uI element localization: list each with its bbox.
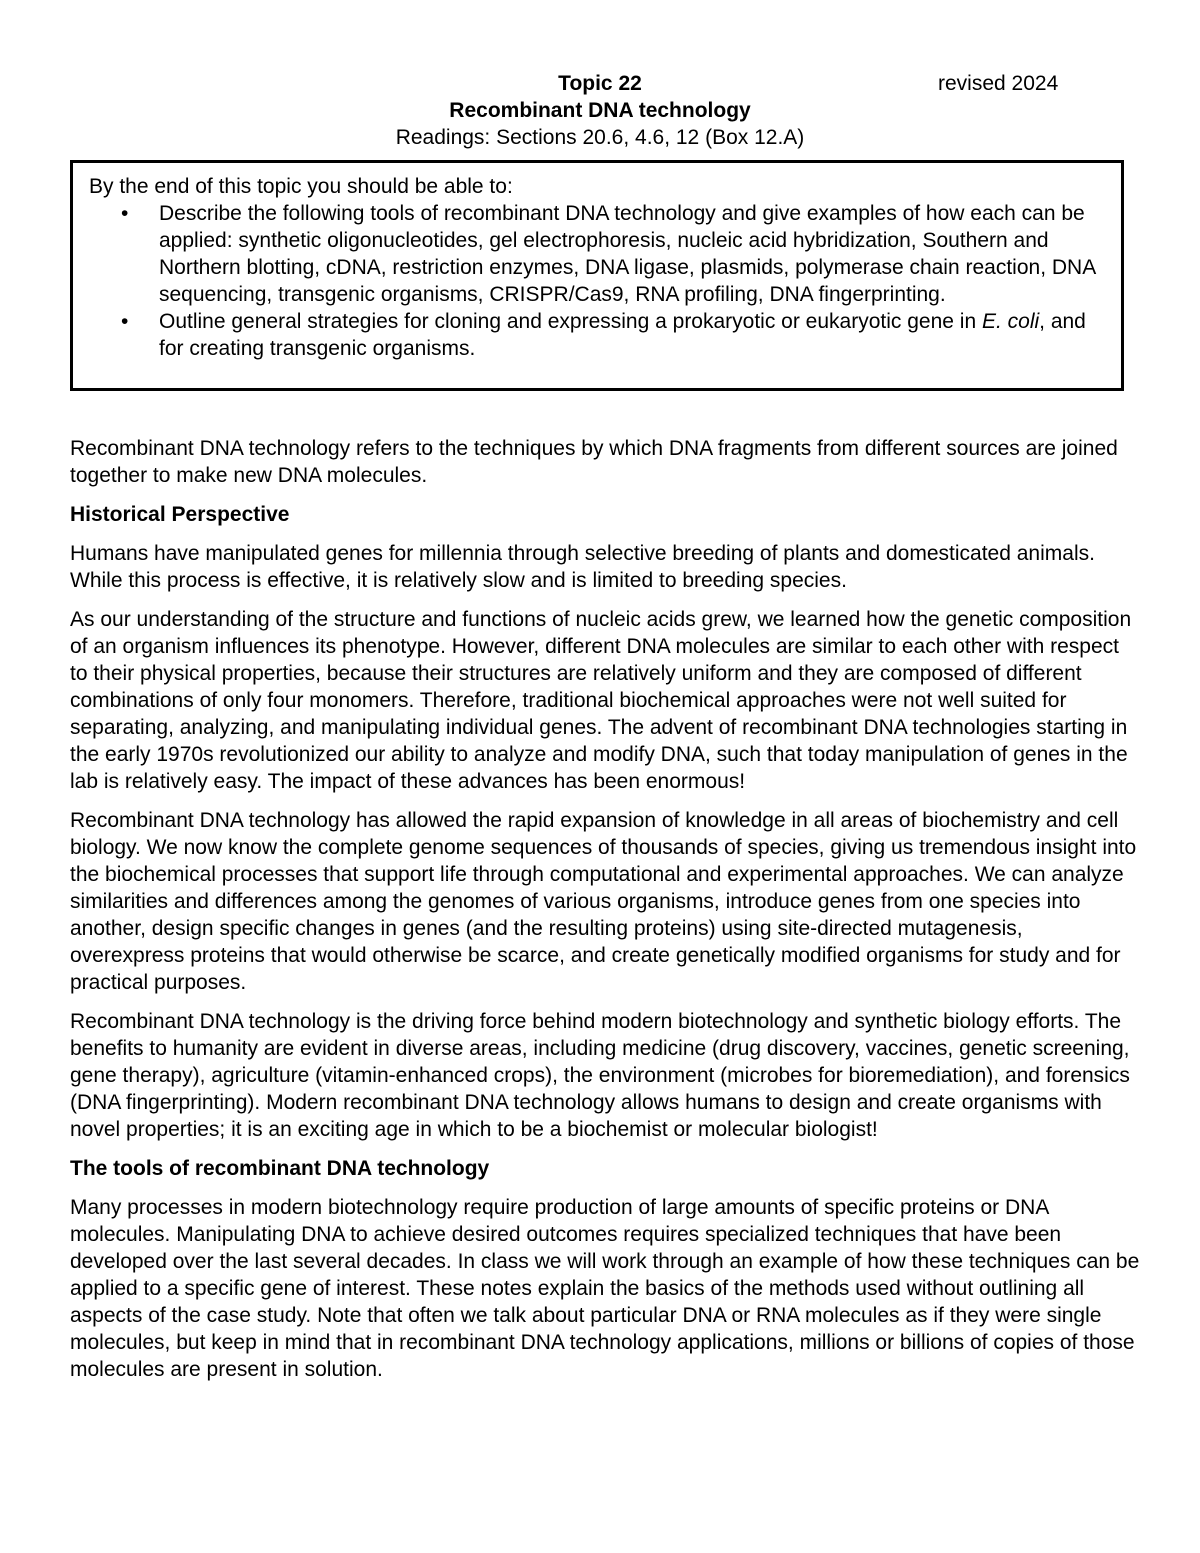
paragraph: Many processes in modern biotechnology require production of large amounts of specific proteins or DNA molecules. Manipulating DNA to achieve desired outcomes requires specialized techniques that have been developed over the last several decades. In class we will work through an example of how these techniques can be applied to a specific gene of interest. These notes explain the basics of the methods used without outlining all aspects of the case study. Note that often we talk about particular DNA or RNA molecules as if they were single molecules, but keep in mind that in recombinant DNA technology applications, millions or billions of copies of those molecules are present in solution. (70, 1196, 1140, 1381)
paragraph: Recombinant DNA technology has allowed the rapid expansion of knowledge in all areas of biochemistry and cell biology. We now know the complete genome sequences of thousands of species, giving us tremendous insight into the biochemical processes that support life through computational and experimental approaches. We can analyze similarities and differences among the genomes of various organisms, introduce genes from one species into another, design specific changes in genes (and the resulting proteins) using site-directed mutagenesis, overexpress proteins that would otherwise be scarce, and create genetically modified organisms for study and for practical purposes. (70, 809, 1137, 994)
organism-name: E. coli (981, 310, 1040, 333)
objective-text (159, 310, 1086, 360)
objective-item (121, 308, 1105, 362)
objective-text-start: Outline general strategies for cloning and expressing a prokaryotic or eukaryotic gene in (159, 310, 982, 333)
page-title: Recombinant DNA technology (449, 99, 751, 122)
objectives-list (89, 200, 1105, 362)
section-heading-tools: The tools of recombinant DNA technology (70, 1157, 490, 1180)
paragraph: Recombinant DNA technology is the driving force behind modern biotechnology and synthetic biology efforts. The benefits to humanity are evident in diverse areas, including medicine (drug discovery, vaccines, genetic screening, gene therapy), agriculture (vitamin-enhanced crops), the environment (microbes for bioremediation), and forensics (DNA fingerprinting). Modern recombinant DNA technology allows humans to design and create organisms with novel properties; it is an exciting age in which to be a biochemist or molecular biologist! (70, 1010, 1130, 1141)
bullet-icon: • (121, 310, 129, 333)
document-body (70, 435, 1140, 1395)
intro-paragraph: Recombinant DNA technology refers to the techniques by which DNA fragments from different sources are joined together to make new DNA molecules. (70, 437, 1118, 487)
objective-item (121, 200, 1105, 308)
revision-note: revised 2024 (938, 72, 1059, 95)
learning-objectives-box (70, 160, 1124, 391)
paragraph: Humans have manipulated genes for millennia through selective breeding of plants and domesticated animals. While this process is effective, it is relatively slow and is limited to breeding species. (70, 542, 1095, 592)
objective-text-end: , and for creating transgenic organisms. (159, 310, 1086, 360)
bullet-icon: • (121, 202, 129, 225)
objective-text: Describe the following tools of recombinant DNA technology and give examples of how each can be applied: synthetic oligonucleotides, gel electrophoresis, nucleic acid hybridization, Southern and Northern blotting, cDNA, restriction enzymes, DNA ligase, plasmids, polymerase chain reaction, DNA sequencing, transgenic organisms, CRISPR/Cas9, RNA profiling, DNA fingerprinting. (159, 202, 1096, 306)
paragraph: As our understanding of the structure and functions of nucleic acids grew, we learned how the genetic composition of an organism influences its phenotype. However, different DNA molecules are similar to each other with respect to their physical properties, because their structures are relatively uniform and they are composed of different combinations of only four monomers. Therefore, traditional biochemical approaches were not well suited for separating, analyzing, and manipulating individual genes. The advent of recombinant DNA technologies starting in the early 1970s revolutionized our ability to analyze and modify DNA, such that today manipulation of genes in the lab is relatively easy. The impact of these advances has been enormous! (70, 608, 1132, 793)
readings-line: Readings: Sections 20.6, 4.6, 12 (Box 12.A) (395, 126, 805, 149)
section-heading-history: Historical Perspective (70, 503, 290, 526)
objectives-intro: By the end of this topic you should be able to: (89, 175, 513, 198)
topic-number: Topic 22 (558, 72, 642, 95)
